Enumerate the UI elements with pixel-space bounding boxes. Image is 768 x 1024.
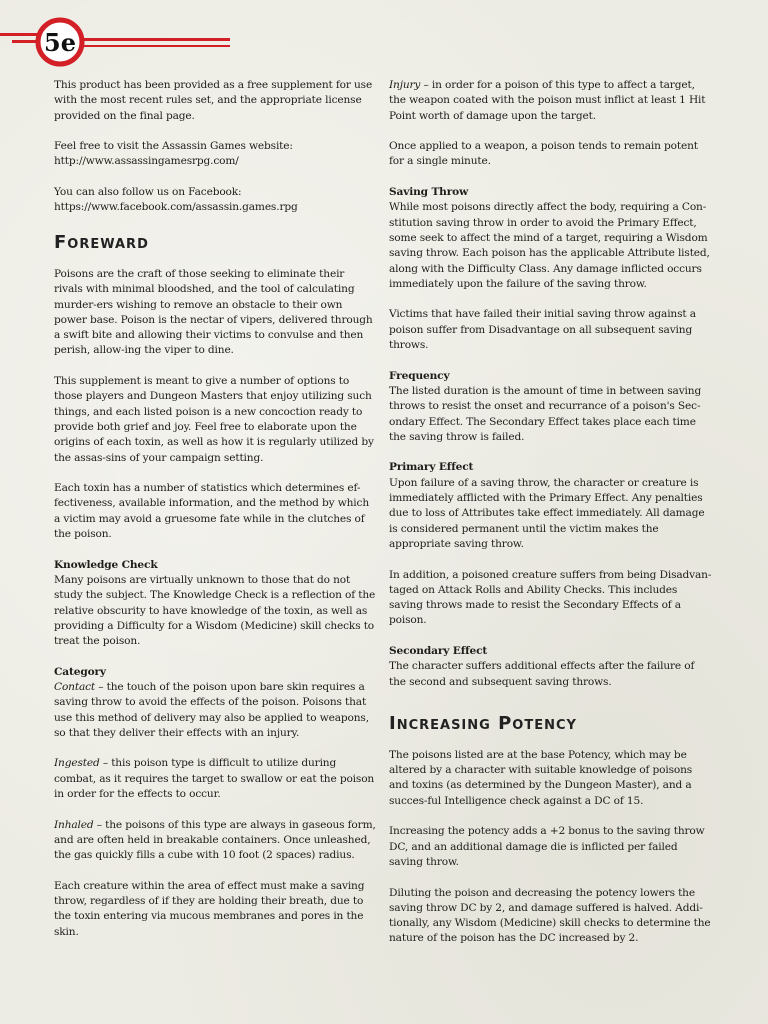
potency-paragraph-2: Increasing the potency adds a +2 bonus to the saving throw DC, and an additional damage die is inflicted per failed saving throw. xyxy=(389,825,705,868)
contact-body: – the touch of the poison upon bare skin requires a saving throw to avoid the effects of the poison. Poisons that use this method of delivery may also be applied to weapons, so that they deliver their effects with an injury. xyxy=(54,680,369,739)
frequency-body: The listed duration is the amount of time in between saving throws to resist the onset and recurrance of a poison's Sec-ondary Effect. The Secondary Effect takes place each time the saving throw is failed. xyxy=(389,384,702,443)
knowledge-body: Many poisons are virtually unknown to those that do not study the subject. The Knowledge Check is a reflection of the relative obscurity to have knowledge of the toxin, as well as providing a Difficulty for a Wisdom (Medicine) skill checks to treat the poison. xyxy=(54,573,376,648)
frequency-section xyxy=(389,369,713,445)
inhaled-paragraph-2: Each creature within the area of effect must make a saving throw, regardless of if they are holding their breath, due to the toxin entering via mucous membranes and pores in the skin. xyxy=(54,879,365,938)
potency-paragraph-3: Diluting the poison and decreasing the potency lowers the saving throw DC by 2, and damage suffered is halved. Addi-tionally, any Wisdom (Medicine) skill checks to determine the nature of the poison has the DC increased by 2. xyxy=(389,886,711,945)
injury-label: Injury xyxy=(389,79,421,91)
injury-body: – in order for a poison of this type to affect a target, the weapon coated with the poison must inflict at least 1 Hit Point worth of damage upon the target. xyxy=(389,79,706,122)
category-section xyxy=(54,665,376,741)
left-column xyxy=(54,78,376,955)
category-heading: Category xyxy=(54,665,106,678)
saving-body: While most poisons directly affect the body, requiring a Con-stitution saving throw in order to avoid the Primary Effect, some seek to affect the mind of a target, requiring a Wisdom saving throw. Each poison has the applicable Attribute listed, along with the Difficulty Class. Any damage inflicted occurs immediately upon the failure of the saving throw. xyxy=(389,201,710,290)
saving-heading: Saving Throw xyxy=(389,186,469,199)
facebook-link[interactable]: https://www.facebook.com/assassin.games.rpg xyxy=(54,201,298,214)
foreward-paragraph-2: This supplement is meant to give a number of options to those players and Dungeon Masters that enjoy utilizing such things, and each listed poison is a new concoction ready to provide both grief and joy. Feel free to elaborate upon the origins of each toxin, as well as how it is regularly utilized by the assas-sins of your campaign setting. xyxy=(54,375,374,464)
ingested-label: Ingested xyxy=(54,757,100,770)
saving-section xyxy=(389,185,713,292)
primary-paragraph-2: In addition, a poisoned creature suffers from being Disadvan-taged on Attack Rolls and Ability Checks. This includes saving throws made to resist the Secondary Effects of a poison. xyxy=(389,568,712,627)
injury-paragraph xyxy=(389,78,713,124)
primary-heading: Primary Effect xyxy=(389,461,474,474)
primary-body: Upon failure of a saving throw, the character or creature is immediately afflicted with the Primary Effect. Any penalties due to loss of Attributes take effect immediately. All damage is considered permanent until the victim makes the appropriate saving throw. xyxy=(389,476,705,550)
secondary-heading: Secondary Effect xyxy=(389,644,488,657)
frequency-heading: Frequency xyxy=(389,369,450,382)
inhaled-paragraph xyxy=(54,818,376,864)
potency-heading: Increasing Potency xyxy=(389,712,577,734)
website-paragraph xyxy=(54,139,376,170)
inhaled-label: Inhaled xyxy=(54,818,94,831)
saving-paragraph-2: Victims that have failed their initial saving throw against a poison suffer from Disadvantage on all subsequent saving throws. xyxy=(389,308,696,352)
primary-section xyxy=(389,460,713,552)
facebook-paragraph xyxy=(54,185,376,216)
website-link[interactable]: http://www.assassingamesrpg.com/ xyxy=(54,155,239,168)
potency-paragraph-1: The poisons listed are at the base Potency, which may be altered by a character with suitable knowledge of poisons and toxins (as determined by the Dungeon Master), and a succes-ful Intelligence check against a DC of 15. xyxy=(389,748,693,807)
dnd-5e-logo xyxy=(0,14,240,74)
knowledge-heading: Knowledge Check xyxy=(54,558,158,571)
facebook-label: You can also follow us on Facebook: xyxy=(54,186,242,199)
secondary-section xyxy=(389,644,713,690)
ingested-paragraph xyxy=(54,756,376,802)
knowledge-section xyxy=(54,558,376,650)
foreward-paragraph-3: Each toxin has a number of statistics which determines ef-fectiveness, available information, and the method by which a victim may avoid a gruesome fate while in the clutches of the poison. xyxy=(54,482,369,541)
inhaled-body: – the poisons of this type are always in gaseous form, and are often held in breakable containers. Once unleashed, the gas quickly fills a cube with 10 foot (2 spaces) radius. xyxy=(54,818,376,862)
logo-text: 5e xyxy=(44,28,76,57)
website-label: Feel free to visit the Assassin Games website: xyxy=(54,140,293,153)
injury-paragraph-2: Once applied to a weapon, a poison tends to remain potent for a single minute. xyxy=(389,140,698,168)
right-column xyxy=(389,78,713,962)
contact-label: Contact xyxy=(54,680,96,693)
intro-paragraph: This product has been provided as a free supplement for use with the most recent rules set, and the appropriate license provided on the final page. xyxy=(54,79,373,122)
foreward-heading: Foreward xyxy=(54,231,149,253)
ingested-body: – this poison type is difficult to utilize during combat, as it requires the target to swallow or eat the poison in order for the effects to occur. xyxy=(54,757,375,801)
secondary-body: The character suffers additional effects after the failure of the second and subsequent saving throws. xyxy=(389,660,695,688)
foreward-paragraph-1: Poisons are the craft of those seeking to eliminate their rivals with minimal bloodshed, and the tool of calculating murder-ers wishing to remove an obstacle to their own power base. Poison is the nectar of vipers, delivered through a swift bite and allowing their victims to convulse and then perish, allow-ing the viper to dine. xyxy=(54,267,373,357)
